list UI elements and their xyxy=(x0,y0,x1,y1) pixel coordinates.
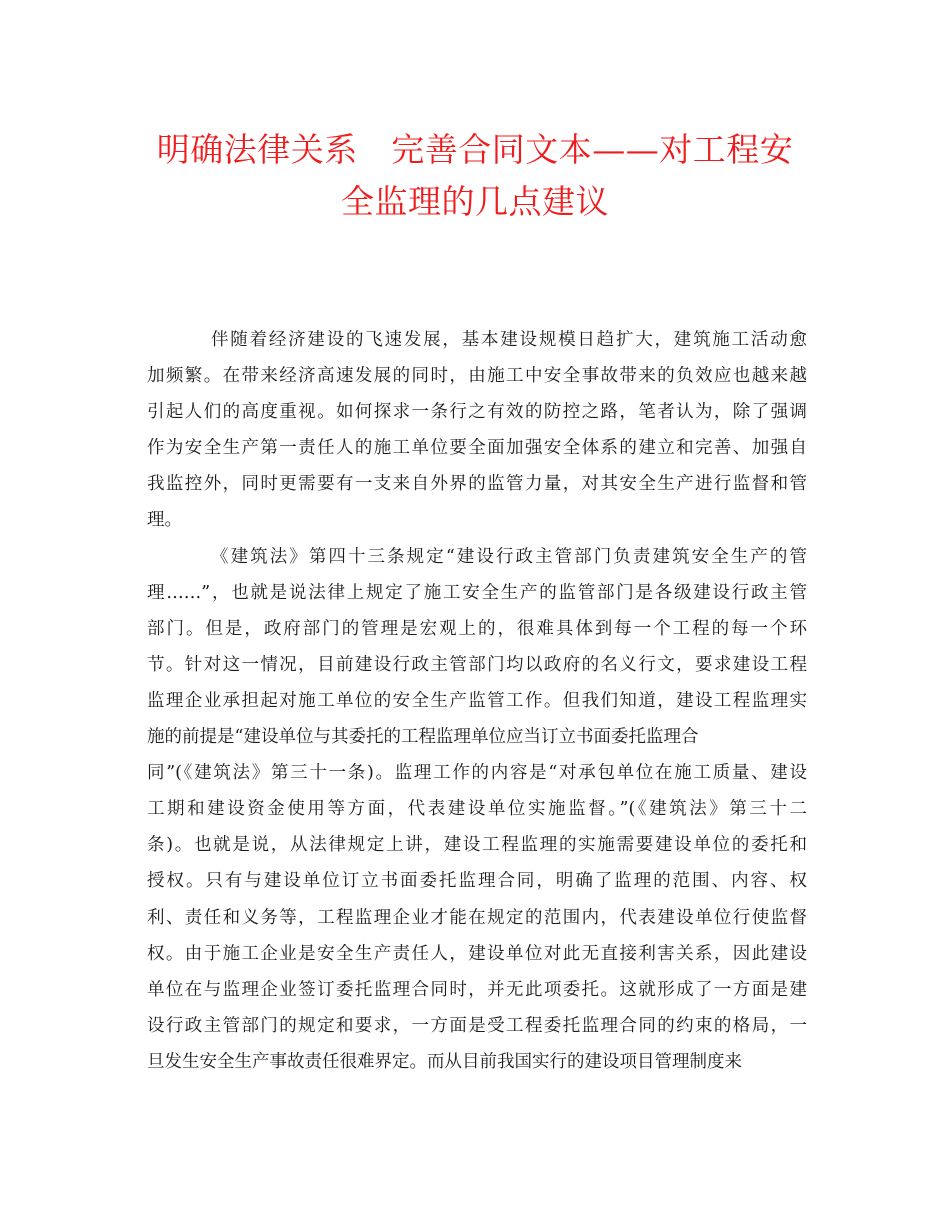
title-line-2: 全监理的几点建议 xyxy=(341,182,609,221)
title-line-1: 明确法律关系 完善合同文本——对工程安 xyxy=(156,130,794,169)
body-line: 工期和建设资金使用等方面，代表建设单位实施监督。”(《建筑法》第三十二 xyxy=(147,799,807,820)
body-line: 设行政主管部门的规定和要求，一方面是受工程委托监理合同的约束的格局，一 xyxy=(147,1015,807,1036)
body-line: 权。由于施工企业是安全生产责任人，建设单位对此无直接利害关系，因此建设 xyxy=(147,943,807,964)
body-line: 部门。但是，政府部门的管理是宏观上的，很难具体到每一个工程的每一个环 xyxy=(147,618,807,639)
body-line: 《建筑法》第四十三条规定“建设行政主管部门负责建筑安全生产的管 xyxy=(211,546,807,567)
body-line: 利、责任和义务等，工程监理企业才能在规定的范围内，代表建设单位行使监督 xyxy=(147,907,807,928)
body-line: 单位在与监理企业签订委托监理合同时，并无此项委托。这就形成了一方面是建 xyxy=(147,979,807,1000)
body-line: 监理企业承担起对施工单位的安全生产监管工作。但我们知道，建设工程监理实 xyxy=(147,690,807,711)
body-line: 节。针对这一情况，目前建设行政主管部门均以政府的名义行文，要求建设工程 xyxy=(147,654,807,675)
body-line: 加频繁。在带来经济高速发展的同时，由施工中安全事故带来的负效应也越来越 xyxy=(147,366,807,387)
body-line: 旦发生安全生产事故责任很难界定。而从目前我国实行的建设项目管理制度来 xyxy=(147,1051,742,1072)
body-line: 理……”，也就是说法律上规定了施工安全生产的监管部门是各级建设行政主管 xyxy=(147,582,807,603)
document-body xyxy=(147,322,807,1080)
body-line: 授权。只有与建设单位订立书面委托监理合同，明确了监理的范围、内容、权 xyxy=(147,871,807,892)
body-line: 伴随着经济建设的飞速发展，基本建设规模日趋扩大，建筑施工活动愈 xyxy=(211,330,807,350)
body-line: 条)。也就是说，从法律规定上讲，建设工程监理的实施需要建设单位的委托和 xyxy=(147,835,807,856)
body-line: 引起人们的高度重视。如何探求一条行之有效的防控之路，笔者认为，除了强调 xyxy=(147,402,807,423)
body-line: 施的前提是“建设单位与其委托的工程监理单位应当订立书面委托监理合 xyxy=(147,727,699,748)
document-title xyxy=(120,124,830,228)
body-line: 理。 xyxy=(147,510,182,531)
body-line: 同”(《建筑法》第三十一条)。监理工作的内容是“对承包单位在施工质量、建设 xyxy=(147,763,807,784)
body-line: 作为安全生产第一责任人的施工单位要全面加强安全体系的建立和完善、加强自 xyxy=(147,438,807,459)
body-line: 我监控外，同时更需要有一支来自外界的监管力量，对其安全生产进行监督和管 xyxy=(147,474,807,495)
